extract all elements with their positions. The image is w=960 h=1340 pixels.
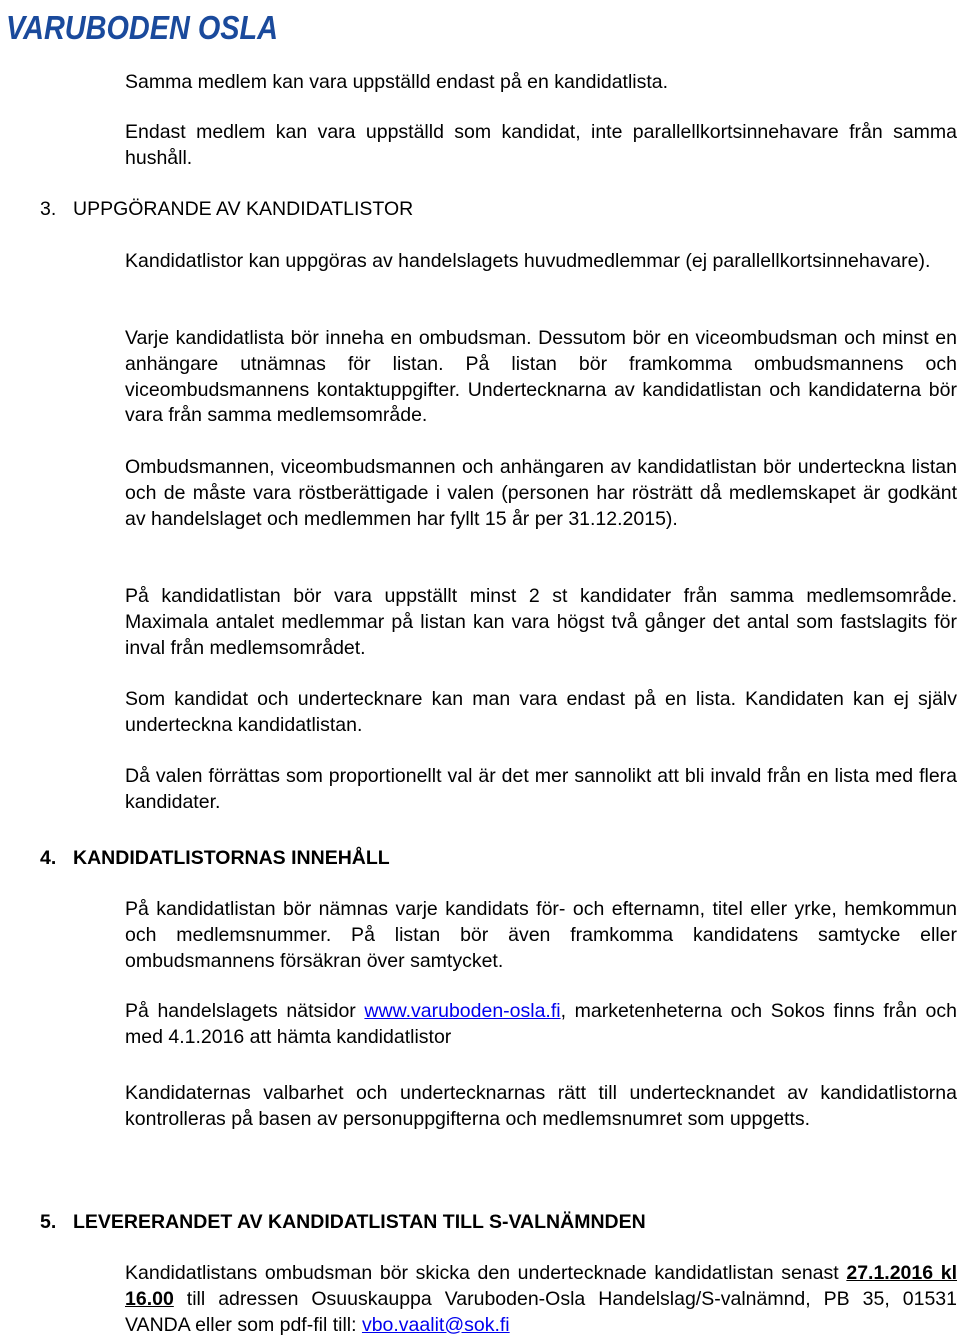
paragraph: [125, 999, 957, 1051]
section-heading-5: [40, 1209, 646, 1235]
paragraph: Som kandidat och undertecknare kan man vara endast på en lista. Kandidaten kan ej själv underteckna kandidatlistan.: [125, 688, 957, 736]
paragraph-text: till adressen Osuuskauppa Varuboden-Osla Handelslag/S-valnämnd, PB 35, 01531 VANDA eller som pdf-fil till:: [125, 1287, 957, 1336]
section-title: LEVERERANDET AV KANDIDATLISTAN TILL S-VALNÄMNDEN: [73, 1211, 646, 1233]
brand-logo-text: VARUBODEN OSLA: [6, 9, 278, 46]
paragraph: På kandidatlistan bör vara uppställt minst 2 st kandidater från samma medlemsområde. Maximala antalet medlemmar på listan kan vara högst två gånger det antal som fastslagits för inval från medlemsområdet.: [125, 585, 957, 659]
paragraph-text: På handelslagets nätsidor: [125, 1000, 365, 1022]
section-number: 3.: [40, 198, 57, 220]
paragraph: Då valen förrättas som proportionellt val är det mer sannolikt att bli invald från en lista med flera kandidater.: [125, 765, 957, 813]
section-title: KANDIDATLISTORNAS INNEHÅLL: [73, 847, 390, 869]
section-number: 4.: [40, 847, 57, 869]
website-link[interactable]: www.varuboden-osla.fi: [364, 1000, 561, 1022]
paragraph: [125, 1261, 957, 1338]
paragraph: Kandidatlistor kan uppgöras av handelslagets huvudmedlemmar (ej parallellkortsinnehavare).: [125, 250, 931, 272]
deadline-date: 27.1.2016 kl 16.00: [125, 1262, 958, 1310]
brand-logo-graphic: [4, 2, 284, 46]
paragraph-text: , marketenheterna och Sokos finns från och med 4.1.2016 att hämta kandidatlistor: [125, 1000, 957, 1048]
paragraph: Ombudsmannen, viceombudsmannen och anhängaren av kandidatlistan bör underteckna listan och de måste vara röstberättigade i valen (personen har rösträtt då medlemskapet är godkänt av handelslaget och medlemmen har fyllt 15 år per 31.12.2015).: [125, 456, 957, 530]
section-title: UPPGÖRANDE AV KANDIDATLISTOR: [73, 198, 414, 220]
paragraph: Kandidaternas valbarhet och undertecknarnas rätt till undertecknandet av kandidatlistorna kontrolleras på basen av personuppgifterna och medlemsnumret som uppgetts.: [125, 1082, 957, 1130]
paragraph: Samma medlem kan vara uppställd endast på en kandidatlista.: [125, 71, 669, 93]
paragraph: På kandidatlistan bör nämnas varje kandidats för- och efternamn, titel eller yrke, hemkommun och medlemsnummer. På listan bör även framkomma kandidatens samtycke eller ombudsmannens försäkran över samtycket.: [125, 898, 957, 972]
brand-logo: [4, 2, 284, 46]
paragraph: Endast medlem kan vara uppställd som kandidat, inte parallellkortsinnehavare från samma hushåll.: [125, 121, 957, 169]
section-heading-4: [40, 845, 390, 871]
email-link[interactable]: vbo.vaalit@sok.fi: [361, 1313, 510, 1336]
section-heading-3: [40, 196, 413, 222]
paragraph: Varje kandidatlista bör inneha en ombudsman. Dessutom bör en viceombudsman och minst en anhängare utnämnas för listan. På listan bör framkomma ombudsmannens och viceombudsmannens kontaktuppgifter. Undertecknarna av kandidatlistan och kandidaterna bör vara från samma medlemsområde.: [125, 327, 957, 427]
paragraph-text: Kandidatlistans ombudsman bör skicka den undertecknade kandidatlistan senast: [125, 1262, 847, 1284]
section-number: 5.: [40, 1211, 57, 1233]
